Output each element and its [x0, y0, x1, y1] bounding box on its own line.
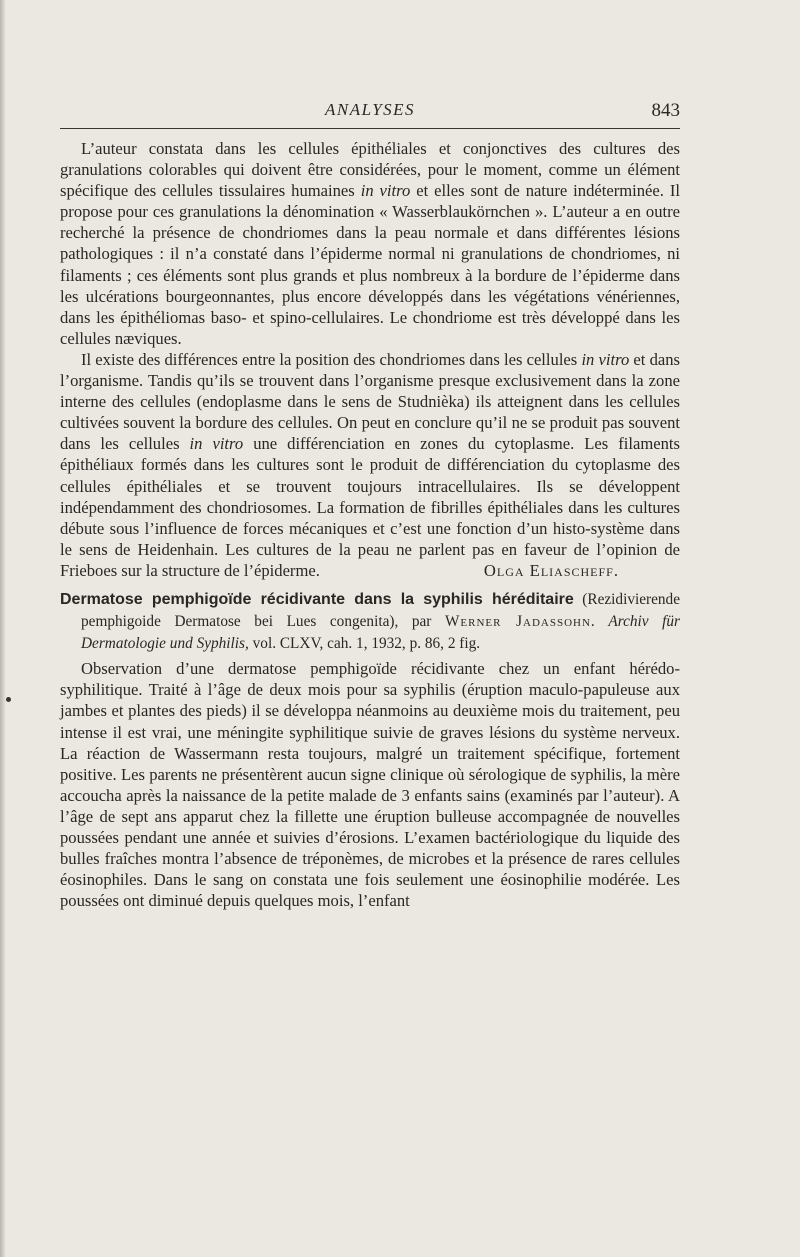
page-binding-shadow	[0, 0, 6, 1257]
paragraph-2	[60, 349, 680, 581]
journal-name: Archiv für Dermatologie und Syphilis,	[81, 613, 680, 653]
author-signature: Olga Eliascheff.	[483, 560, 619, 580]
italic-term: in vitro	[360, 181, 411, 201]
italic-term: in vitro	[189, 434, 244, 454]
separator: .	[590, 613, 609, 631]
review-body: Observation d’une dermatose pemphigoïde récidivante chez un enfant hérédo-syphilitique. Traité à l’âge de deux mois pour sa syphilis (éruption maculo-papuleuse aux jambes et plantes des pieds) il se développa néanmoins au deuxième mois du traitement, peu intense il est vrai, une méningite syphilitique suivie de graves lésions du système nerveux. La réaction de Wassermann resta toujours, malgré un traitement spécifique, fortement positive. Les parents ne présentèrent aucun signe clinique où sérologique de syphilis, la mère accoucha après la naissance de la petite malade de 3 enfants sains (examinés par l’auteur). A l’âge de sept ans apparut chez la fillette une éruption bulleuse accompagnée de nouvelles poussées pendant une année et suivies d’érosions. L’examen bactériologique du liquide des bulles fraîches montra l’absence de tréponèmes, de microbes et la présence de rares cellules éosinophiles. Dans le sang on constata une fois seulement une éosinophilie modérée. Les poussées ont diminué depuis quelques mois, l’enfant	[60, 659, 680, 911]
review-author: Werner Jadassohn	[444, 613, 591, 631]
text-span: et dans l’organisme. Tandis qu’ils se trouvent dans l’organisme presque exclusivement dans la zone interne des cellules (endoplasme dans le sens de Studnièka) ils atteignent dans les cellules cultivées souvent la bordure des cellules. On peut en conclure qu’il ne se produit pas souvent dans les cellules	[60, 349, 680, 454]
italic-term: in vitro	[581, 349, 630, 369]
review-heading	[60, 588, 680, 654]
page-number: 843	[651, 100, 680, 121]
page-header	[60, 100, 680, 128]
paragraph-1	[60, 138, 680, 349]
review-title: Dermatose pemphigoïde récidivante dans la syphilis héréditaire	[60, 590, 574, 608]
original-title: (Rezidivierende pemphigoide Dermatose bei Lues congenita), par	[81, 590, 680, 631]
running-title: ANALYSES	[324, 100, 416, 119]
text-span: et elles sont de nature indéterminée. Il propose pour ces granulations la dénomination « Wasserblaukörnchen ». L’auteur a en outre recherché la présence de chondriomes dans la peau normale et dans différentes lésions pathologiques : il n’a constaté dans l’épiderme normal ni granulations de chondriomes, ni filaments ; ces éléments sont plus grands et plus nombreux à la bordure de l’épiderme dans les ulcérations bourgeonnantes, plus encore développés dans les végétations vénériennes, dans les épithéliomas baso- et spino-cellulaires. Le chondriome est très développé dans les cellules næviques.	[60, 181, 681, 348]
margin-dot	[6, 697, 11, 702]
text-span: L’auteur constata dans les cellules épithéliales et conjonctives des cultures des granulations colorables qui doivent être considérées, pour le moment, comme un élément spécifique des cellules tissulaires humaines	[60, 139, 680, 201]
document-page	[60, 100, 680, 911]
text-span: Il existe des différences entre la position des chondriomes dans les cellules	[81, 349, 582, 369]
text-span: une différenciation en zones du cytoplasme. Les filaments épithéliaux formés dans les cultures sont le produit de différenciation du cytoplasme des cellules épithéliales et se trouvent toujours intracellulaires. Ils se développent indépendamment des chondriosomes. La formation de fibrilles épithéliales dans les cultures débute sous l’influence de forces mécaniques et c’est une fonction d’un histo-système dans le sens de Heidenhain. Les cultures de la peau ne parlent pas en faveur de l’opinion de Frieboes sur la structure de l’épiderme.	[60, 434, 680, 580]
citation-details: vol. CLXV, cah. 1, 1932, p. 86, 2 fig.	[248, 635, 481, 653]
header-rule	[60, 128, 680, 129]
